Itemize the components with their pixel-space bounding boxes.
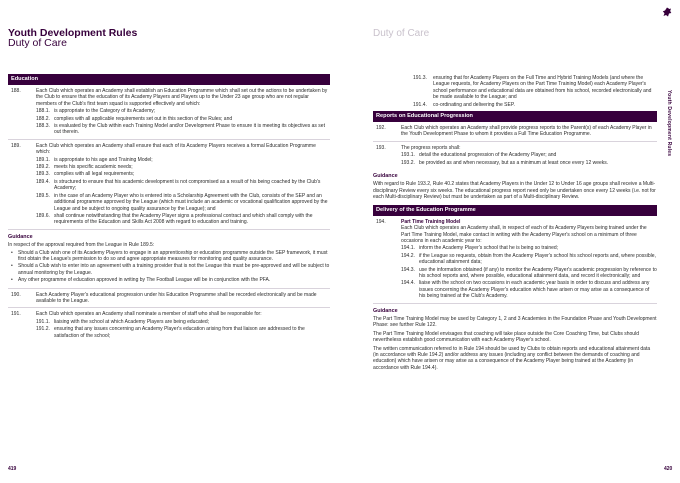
rule-heading: Part Time Training Model [401,218,461,225]
rule-number: 188. [11,88,21,94]
guidance-paragraph: The written communication referred to in Rule 194 should be used by Clubs to obtain reports and educational attainment data (in accordance with Rule 194.2) and/or address any issues (including any conflict between the demands of coaching and education) which have arisen or may arise as a consequence of the Academy Player being trained at the Academy (in accordance with Rule 194.4). [373,345,651,371]
guidance-intro: In respect of the approval required from the League in Rule 189.5: [8,242,155,249]
rule-text: Each Club which operates an Academy shall nominate a member of staff who shall be responsible for: [36,311,262,318]
page-number: 420 [664,466,673,472]
rule-number: 191. [11,311,21,318]
bullet-icon: • [11,249,13,256]
guidance-bullet: Should a Club wish one of its Academy Players to engage in an apprenticeship or education programme outside the SEP framework, it must first obtain the League's permission to do so and agree appropriate measures for monitoring and quality assurance. [18,249,328,262]
guidance-bullet: Any other programme of education approved in writing by The Football League will be in conjunction with the PFA. [18,277,271,284]
subrule-text: is appropriate to the Category of its Academy; [54,108,156,115]
section-heading-delivery: Delivery of the Education Programme [373,205,657,216]
section-heading-education: Education [8,74,330,85]
subrule-number: 189.5. [36,192,50,199]
rule-number: 189. [11,142,21,149]
rule-193 [373,142,657,169]
subrule-number: 189.1. [36,156,50,163]
guidance-block [8,234,330,284]
rule-text: Each Club which operates an Academy shall establish an Education Programme which shall set out the actions to be undertaken by the Club to ensure that the education of its Academy Players and Players up to the Under 23 age group who are not regular members of the Club's first team squad is supported effectively and which: [36,88,328,107]
side-running-title: Youth Development Rules [666,90,672,157]
subrule-number: 194.3. [401,266,415,273]
subrule-number: 189.6. [36,212,50,219]
page-title: Youth Development Rules [8,27,138,39]
page-subtitle: Duty of Care [373,28,430,39]
subrule-text: in the case of an Academy Player who is entered into a Scholarship Agreement with the Club, consists of the SEP and an additional programme approved by the League (which must include an academic or vocational qualification approved by the League and be subject to ongoing quality assurance by the League); and [54,192,328,212]
subrule-text: is evaluated by the Club within each Training Model and/or Development Phase to ensure it is meeting its objectives as set out therein. [54,123,325,136]
subrule-number: 188.2. [36,115,50,122]
subrule-number: 188.3. [36,123,50,130]
guidance-title: Guidance [373,173,398,180]
subrule-text: shall continue notwithstanding that the Academy Player signs a professional contract and which shall comply with the requirements of the Education and Skills Act 2008 with regard to education and training. [54,212,313,226]
subrule-number: 193.1. [401,152,415,159]
rule-number: 194. [376,218,386,225]
divider [373,303,657,304]
guidance-bullet: Should a Club wish to enter into an agreement with a training provider that is not the League this must be pre-approved and will be subject to annual monitoring by the League. [18,263,330,276]
subrule-number: 191.2. [36,326,50,333]
subrule-number: 189.3. [36,171,50,178]
guidance-block [373,308,657,372]
page-subtitle: Duty of Care [8,37,67,49]
page-number: 419 [8,466,17,472]
rule-number: 192. [376,125,386,132]
rule-189 [8,140,330,229]
guidance-text: With regard to Rule 193.2, Rule 40.2 states that Academy Players in the Under 12 to Under 16 age groups shall receive a Multi-disciplinary Review every six weeks. The educational progress report need only be undertaken once every 12 weeks (i.e. not for each Multi-disciplinary Review) but must be undertaken as part of a Multi-disciplinary Review. [373,181,656,201]
subrule-text: complies with all applicable requirements set out in this section of the Rules; and [54,115,233,122]
rule-text: Each Club which operates an Academy shall ensure that each of its Academy Players receives a formal Education Programme which: [36,142,316,156]
bullet-icon: • [11,263,13,270]
guidance-paragraph: The Part Time Training Model envisages that coaching will take place outside the Core Coaching Time, but Clubs should nevertheless establish good communication with each Academy Player's school. [373,330,639,344]
subrule-number: 194.1. [401,245,415,252]
rule-188 [8,85,330,139]
subrule-number: 193.2. [401,159,415,166]
subrule-text: be provided as and when necessary, but as a minimum at least once every 12 weeks. [419,159,609,166]
guidance-title: Guidance [373,307,398,314]
bullet-icon: • [11,277,13,284]
rule-text: Each Academy Player's educational progression under his Education Programme shall be recorded electronically and be made available to the League. [36,291,317,304]
rule-number: 190. [11,291,21,298]
subrule-text: if the League so requests, obtain from the Academy Player's school his school reports and, where possible, educational attainment data; [419,252,656,266]
subrule-text: meets his specific academic needs; [54,164,133,171]
subrule-text: detail the educational progression of the Academy Player; and [419,152,557,159]
right-page [340,0,680,483]
rule-191 [8,308,330,342]
premier-league-lion-icon [662,7,672,17]
subrule-number: 191.3. [413,75,427,81]
subrule-number: 188.1. [36,108,50,115]
rule-194 [373,216,657,303]
subrule-number: 191.4. [413,101,427,108]
subrule-number: 189.2. [36,164,50,171]
rule-number: 193. [376,144,386,151]
subrule-number: 194.4. [401,280,415,287]
divider [8,229,330,230]
subrule-number: 191.1. [36,318,50,325]
subrule-text: co-ordinating and delivering the SEP. [433,101,515,108]
subrule-text: liaising with the school at which Academy Players are being educated; [54,318,210,325]
right-content [373,74,657,371]
subrule-text: is appropriate to his age and Training Model; [54,156,153,163]
rule-190 [8,289,330,308]
subrule-text: inform the Academy Player's school that he is being so trained; [419,245,559,252]
subrule-text: is structured to ensure that his academic development is not compromised as a result of his being coached by the Club's Academy; [54,178,321,192]
subrule-text: ensuring that for Academy Players on the Full Time and Hybrid Training Models (and where the League requests, for Academy Players on the Part Time Training Model) each Academy Player's school performance and educational data are obtained from his school, recorded electronically and be made available to the League; and [433,75,652,101]
subrule-text: liaise with the school on two occasions in each academic year basis in order to discuss and address any issues concerning the Academy Player's education which have arisen or may arise as a consequence of his being trained at the Club's Academy. [419,280,650,300]
left-content [8,74,330,342]
subrule-text: ensuring that any issues concerning an Academy Player's education arising from that liaison are addressed to the satisfaction of the school; [54,326,305,339]
guidance-paragraph: The Part Time Training Model may be used by Category 1, 2 and 3 Academies in the Foundation Phase and Youth Development Phase: see further Rule 122. [373,315,657,329]
guidance-block [373,173,657,201]
subrule-number: 189.4. [36,178,50,185]
section-heading-reports: Reports on Educational Progression [373,111,657,122]
subrule-text: complies with all legal requirements; [54,171,135,178]
subrule-number: 194.2. [401,252,415,259]
rule-192 [373,122,657,141]
rule-text: The progress reports shall: [401,144,461,151]
subrule-text: use the information obtained (if any) to monitor the Academy Player's academic progression by reference to his school reports and, where possible, educational attainment data, and record it electronically; and [419,266,657,279]
rule-text: Each Club which operates an Academy shall provide progress reports to the Parent(s) of each Academy Player in the Youth Development Phase to whom it provides a Full Time Education Programme. [401,125,652,138]
rule-text: Each Club which operates an Academy shall, in respect of each of its Academy Players being trained under the Part Time Training Model, make contact in writing with the Academy Player's school on a minimum of three occasions in each academic year to: [401,225,647,244]
guidance-title: Guidance [8,233,33,240]
